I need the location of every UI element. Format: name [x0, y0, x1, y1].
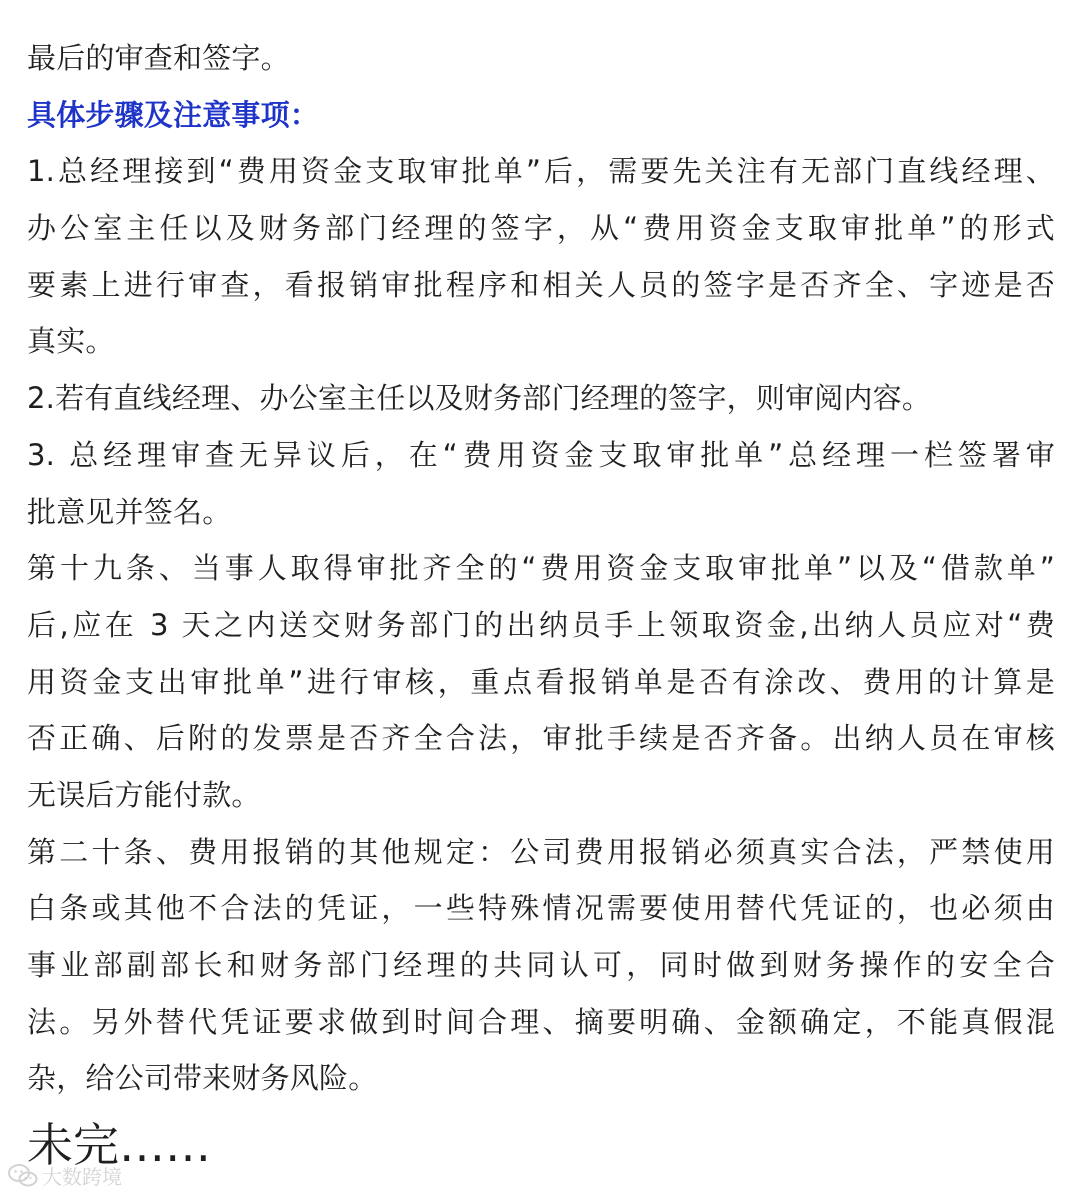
text-line: 3. 总经理审查无异议后，在“费用资金支取审批单”总经理一栏签署审	[27, 437, 1055, 472]
text-line: 批意见并签名。	[27, 494, 232, 529]
text-line: 法。另外替代凭证要求做到时间合理、摘要明确、金额确定，不能真假混	[27, 1004, 1055, 1039]
wechat-logo-icon	[8, 1163, 38, 1189]
text-line: 2.若有直线经理、办公室主任以及财务部门经理的签字，则审阅内容。	[27, 381, 932, 416]
text-line: 要素上进行审查，看报销审批程序和相关人员的签字是否齐全、字迹是否	[27, 267, 1055, 302]
text-line: 最后的审查和签字。	[27, 41, 290, 75]
text-line: 白条或其他不合法的凭证，一些特殊情况需要使用替代凭证的，也必须由	[27, 891, 1055, 926]
text-line: 第二十条、费用报销的其他规定：公司费用报销必须真实合法，严禁使用	[27, 834, 1055, 869]
text-line: 杂，给公司带来财务风险。	[27, 1061, 378, 1096]
article-body	[27, 30, 1055, 1175]
to-be-continued: 未完……	[27, 1118, 211, 1173]
text-line: 1.总经理接到“费用资金支取审批单”后，需要先关注有无部门直线经理、	[27, 154, 1055, 189]
text-line: 事业部副部长和财务部门经理的共同认可，同时做到财务操作的安全合	[27, 948, 1055, 982]
text-line: 否正确、后附的发票是否齐全合法，审批手续是否齐备。出纳人员在审核	[27, 721, 1055, 756]
text-line: 后,应在 3 天之内送交财务部门的出纳员手上领取资金,出纳人员应对“费	[27, 607, 1055, 642]
text-line: 真实。	[27, 324, 115, 359]
text-line: 用资金支出审批单”进行审核，重点看报销单是否有涂改、费用的计算是	[27, 664, 1055, 699]
text-line: 办公室主任以及财务部门经理的签字，从“费用资金支取审批单”的形式	[27, 211, 1055, 246]
section-heading: 具体步骤及注意事项：	[27, 97, 320, 132]
text-line: 无误后方能付款。	[27, 777, 261, 812]
watermark	[8, 1161, 122, 1190]
text-line: 第十九条、当事人取得审批齐全的“费用资金支取审批单”以及“借款单”	[27, 551, 1055, 586]
watermark-text: 大数跨境	[42, 1165, 122, 1189]
